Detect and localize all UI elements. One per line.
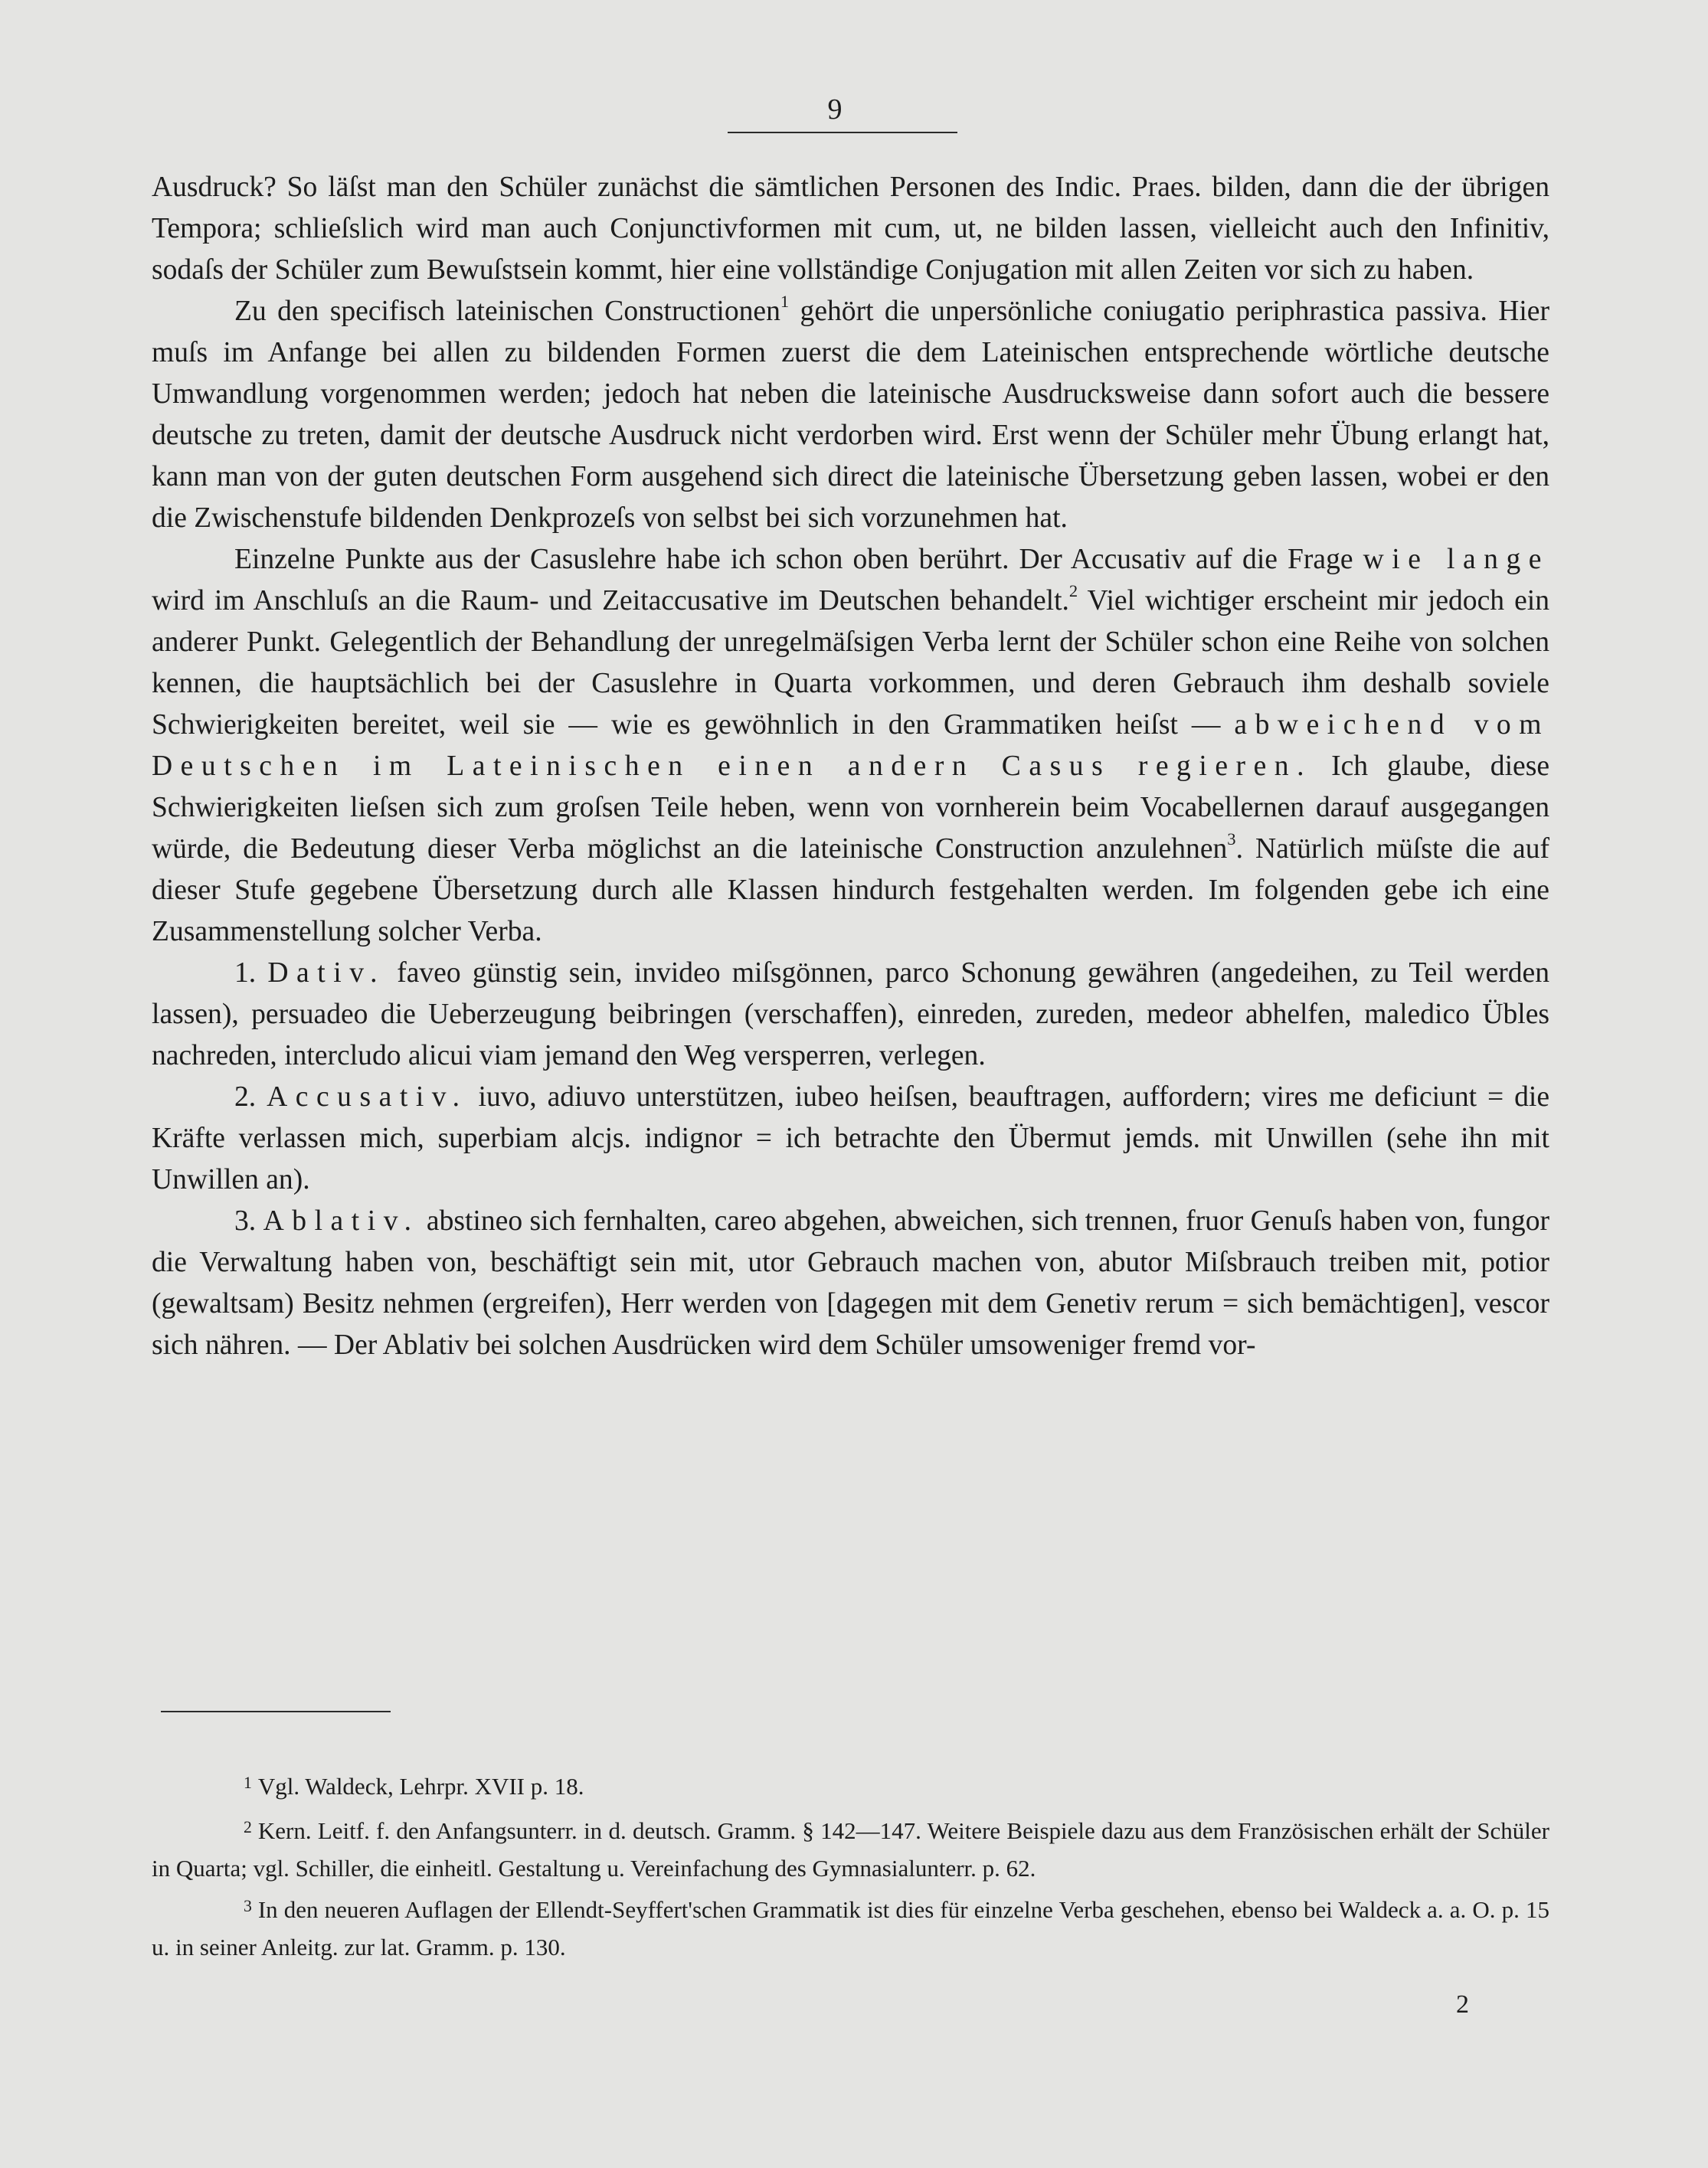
paragraph-1: Ausdruck? So läſst man den Schüler zunächst die sämtlichen Personen des Indic. Praes. bilden, dann die der übrigen Tempora; schlieſslich wird man auch Conjunctivformen mit cum, ut, ne bilden lassen, vielleicht auch den Infinitiv, sodaſs der Schüler zum Bewuſstsein kommt, hier eine vollständige Conjugation mit allen Zeiten vor sich zu haben.: [152, 172, 1549, 286]
list-text-accusativ: iuvo, adiuvo unterstützen, iubeo heiſsen, beauftragen, auffordern; vires me deficiunt = die Kräfte verlassen mich, superbiam alcjs. indignor = ich betrachte den Übermut jemds. mit Unwillen (sehe ihn mit Unwillen an).: [152, 1081, 1550, 1195]
footnote-2: [152, 1813, 1549, 1885]
footnote-ref-1: 1: [780, 292, 790, 312]
footnote-1: [152, 1769, 1549, 1807]
paragraph-3-text-a: Einzelne Punkte aus der Casuslehre habe ich schon oben berührt. Der Accusativ auf die Frage: [234, 544, 1363, 575]
list-heading-accusativ: Accusativ.: [267, 1081, 468, 1113]
paragraph-3-text-b: wird im Anschluſs an die Raum- und Zeitaccusative im Deutschen behandelt.: [152, 585, 1069, 616]
list-text-ablativ: abstineo sich fernhalten, careo abgehen, abweichen, sich trennen, fruor Genuſs haben von, fungor die Verwaltung haben von, beschäftigt sein mit, utor Gebrauch machen von, abutor Miſsbrauch treiben mit, potior (gewaltsam) Besitz nehmen (ergreifen), Herr werden von [dagegen mit dem Genetiv rerum = sich bemächtigen], vescor sich nähren. — Der Ablativ bei solchen Ausdrücken wird dem Schüler umsoweniger fremd vor-: [152, 1205, 1550, 1361]
paragraph-2: [152, 291, 1549, 539]
list-number: 1.: [234, 957, 268, 989]
list-item-ablativ: [152, 1201, 1549, 1366]
list-text-dativ: faveo günstig sein, invideo miſsgönnen, parco Schonung gewähren (angedeihen, zu Teil werden lassen), persuadeo die Ueberzeugung beibringen (verschaffen), einreden, zureden, medeor abhelfen, maledico Übles nachreden, intercludo alicui viam jemand den Weg versperren, verlegen.: [152, 957, 1549, 1071]
paragraph-3: [152, 539, 1549, 953]
emphasis-casus-regieren: abweichend vom Deutschen im Lateinischen einen andern Casus regieren.: [152, 709, 1549, 782]
page-number: 9: [827, 93, 843, 126]
footnote-ref-2: 2: [1068, 581, 1078, 601]
signature-mark: 2: [1456, 1990, 1469, 2019]
footnote-3: [152, 1892, 1549, 1964]
emphasis-wie-lange: wie lange: [1363, 544, 1549, 575]
list-heading-dativ: Dativ.: [267, 957, 385, 989]
list-number: 3.: [234, 1205, 263, 1237]
list-item-dativ: [152, 953, 1549, 1077]
footnote-mark: 2: [244, 1818, 252, 1837]
footnote-mark: 3: [244, 1897, 252, 1916]
list-item-accusativ: [152, 1077, 1549, 1201]
footnote-text: Vgl. Waldeck, Lehrpr. XVII p. 18.: [257, 1773, 584, 1800]
paragraph-2-text-a: Zu den specifisch lateinischen Constructionen: [234, 296, 780, 327]
list-number: 2.: [234, 1081, 267, 1113]
main-text: [152, 167, 1549, 1366]
footnote-rule: [161, 1711, 391, 1712]
paragraph-2-text-b: gehört die unpersönliche coniugatio periphrastica passiva. Hier muſs im Anfange bei allen zu bildenden Formen zuerst die dem Lateinischen entsprechende wörtliche deutsche Umwandlung vorgenommen werden; jedoch hat neben die lateinische Ausdrucksweise dann sofort auch die bessere deutsche zu treten, damit der deutsche Ausdruck nicht verdorben wird. Erst wenn der Schüler mehr Übung erlangt hat, kann man von der guten deutschen Form ausgehend sich direct die lateinische Übersetzung geben lassen, wobei er den die Zwischenstufe bildenden Denkprozeſs von selbst bei sich vorzunehmen hat.: [152, 296, 1549, 534]
header-rule: [728, 132, 957, 133]
paragraph-3-text-e: . Natürlich müſste die auf dieser Stufe gegebene Übersetzung durch alle Klassen hindurch festgehalten werden. Im folgenden gebe ich eine Zusammenstellung solcher Verba.: [152, 833, 1549, 947]
paragraph-3-text-d: Ich glaube, diese Schwierigkeiten lieſsen sich zum groſsen Teile heben, wenn von vornherein beim Vocabellernen darauf ausgegangen würde, die Bedeutung dieser Verba möglichst an die lateinische Construction anzulehnen: [152, 750, 1549, 865]
footnote-ref-3: 3: [1227, 829, 1236, 849]
list-heading-ablativ: Ablativ.: [263, 1205, 420, 1237]
footnotes: [152, 1769, 1549, 1971]
paragraph-3-text-c: Viel wichtiger erscheint mir jedoch ein anderer Punkt. Gelegentlich der Behandlung der unregelmäſsigen Verba lernt der Schüler schon eine Reihe von solchen kennen, die hauptsächlich bei der Casuslehre in Quarta vorkommen, und deren Gebrauch ihm deshalb soviele Schwierigkeiten bereitet, weil sie — wie es gewöhnlich in den Grammatiken heiſst —: [152, 585, 1549, 741]
footnote-text: Kern. Leitf. f. den Anfangsunterr. in d. deutsch. Gramm. § 142—147. Weitere Beispiele dazu aus dem Französischen erhält der Schüler in Quarta; vgl. Schiller, die einheitl. Gestaltung u. Vereinfachung des Gymnasialunterr. p. 62.: [152, 1817, 1549, 1882]
footnote-mark: 1: [244, 1774, 252, 1793]
footnote-text: In den neueren Auflagen der Ellendt-Seyffert'schen Grammatik ist dies für einzelne Verba geschehen, ebenso bei Waldeck a. a. O. p. 15 u. in seiner Anleitg. zur lat. Gramm. p. 130.: [152, 1896, 1549, 1960]
